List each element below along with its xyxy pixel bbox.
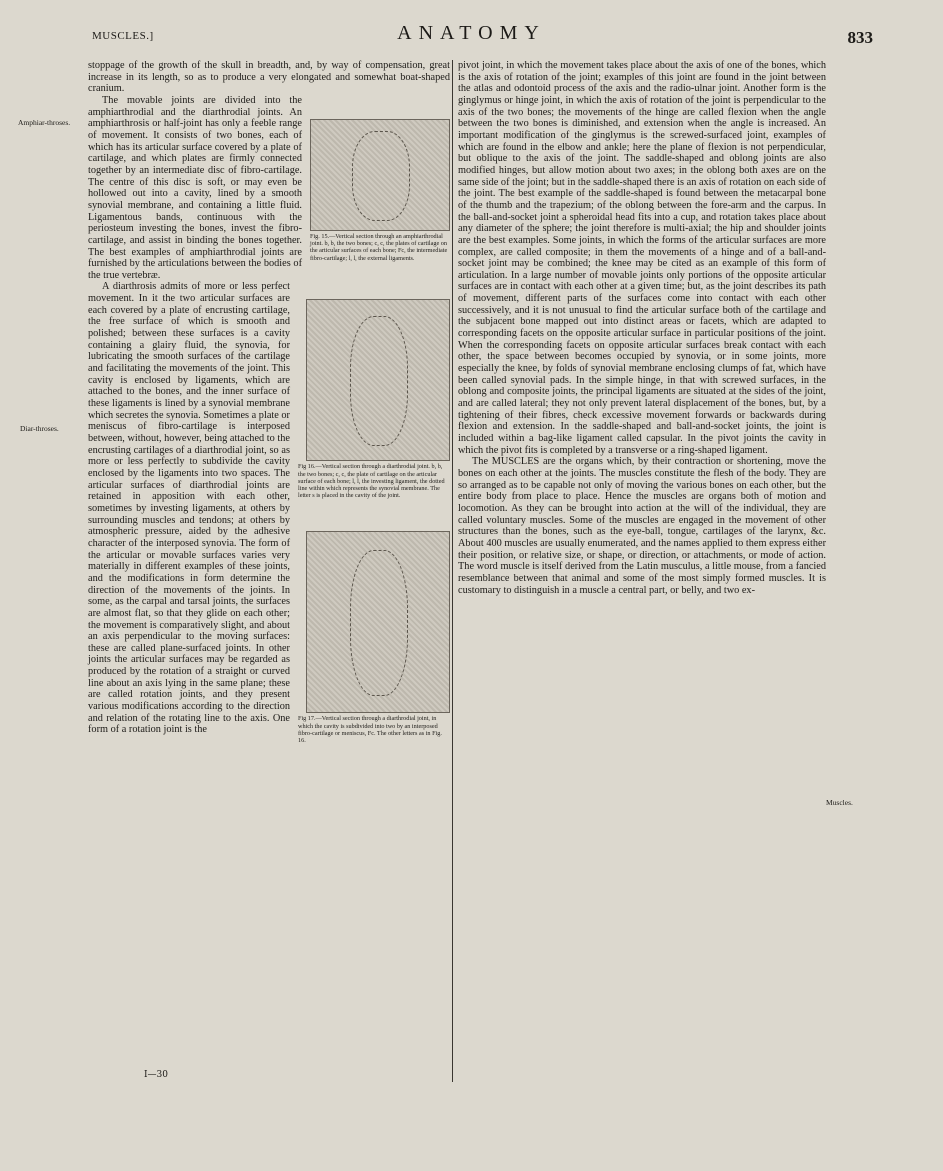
figure-16-illustration — [306, 299, 450, 461]
column-rule — [452, 60, 453, 1082]
running-head-title: ANATOMY — [397, 22, 546, 44]
paragraph: A diarthrosis admits of more or less perfect movement. In it the two articular surfaces are each covered by a plate of encrusting cartilage, the free surface of which is smooth and polished; between these surfaces is a cavity containing a glairy fluid, the synovia, for lubricating the smooth surfaces of the cartilage and facilitating the movements of the joint. This cavity is enclosed by ligaments, which are attached to the bones, and the inner surface of these ligaments is lined by a synovial membrane which secretes the synovia. Sometimes a plate or meniscus of fibro-cartilage is interposed between, without, however, being attached to the encrusting cartilages of a diarthrodial joint, so as more or less perfectly to subdivide the cavity enclosed by the ligaments into two spaces. The articular surfaces of diarthrodial joints are retained in apposition with each other, sometimes by investing ligaments, at others by surrounding muscles and tendons; at others by atmospheric pressure, aided by the adhesive character of the interposed synovia. The form of the articular or movable surfaces varies very materially in different examples of these joints, and the modifications in form determine the direction of the movements of the joints. In some, as the carpal and tarsal joints, the surfaces are almost flat, so that they glide on each other; the movement is comparatively slight, and about an axis perpendicular to the moving surfaces: these are called plane-surfaced joints. In other joints the articular surfaces may be regarded as produced by the rotation of a straight or curved line about an axis lying in the same plane; these are called rotation joints, and they present various modifications according to the direction and relation of the rotating line to the axis. One form of a rotation joint is the — [88, 281, 290, 736]
figure-15-illustration — [310, 119, 450, 231]
figure-16 — [298, 299, 450, 499]
paragraph: The MUSCLES are the organs which, by their contraction or shortening, move the bones on each other at the joints. The muscles constitute the flesh of the body. They are so arranged as to be capable not only of moving the various bones on each other, but the entire body from place to place. Hence the muscles are organs both of motion and locomotion. As they can be brought into action at the will of the individual, they are called voluntary muscles. Some of the muscles are engaged in the movement of other structures than the bones, such as the eye-ball, tongue, cartilages of the larynx, &c. About 400 muscles are usually enumerated, and the names applied to them express either their position, or relative size, or shape, or direction, or attachments, or mode of action. The word muscle is itself derived from the Latin musculus, a little mouse, from a fancied resemblance between that animal and some of the most simply formed muscles. It is customary to distinguish in a muscle a central part, or belly, and two ex- — [458, 456, 826, 596]
figure-15-caption: Fig. 15.—Vertical section through an amphiarthrodial joint. b, b, the two bones; c, c, the plates of cartilage on the articular surfaces of each bone; Fc, the intermediate fibro-cartilage; l, l, the external ligaments. — [310, 232, 448, 262]
signature-mark: I—30 — [144, 1070, 169, 1080]
running-head-section: MUSCLES.] — [92, 30, 154, 42]
right-column — [458, 60, 826, 596]
sidenote-muscles: Muscles. — [826, 798, 853, 807]
figure-17 — [298, 531, 450, 744]
sidenote-diarthroses: Diar-throses. — [20, 424, 59, 433]
paragraph: The movable joints are divided into the amphiarthrodial and the diarthrodial joints. An amphiarthrosis or half-joint has only a feeble range of movement. It consists of two bones, each of which has its articular surface covered by a plate of cartilage, and which plates are firmly connected together by an intermediate disc of fibro-cartilage. The centre of this disc is soft, or may even be hollowed out into a cavity, lined by a smooth synovial membrane, and containing a little fluid. Ligamentous bands, continuous with the periosteum investing the bones, invest the fibro-cartilage, and assist in binding the bones together. The best examples of amphiarthrodial joints are furnished by the articulations between the bodies of the true vertebræ. — [88, 94, 302, 281]
figure-17-caption: Fig 17.—Vertical section through a diarthrodial joint, in which the cavity is subdivided into two by an interposed fibro-cartilage or meniscus, Fc. The other letters as in Fig. 16. — [298, 715, 442, 745]
sidenote-amphiarthroses: Amphiar-throses. — [18, 118, 71, 127]
figure-17-illustration — [306, 531, 450, 713]
left-column — [88, 60, 450, 746]
figure-16-caption: Fig 16.—Vertical section through a diarthrodial joint. b, b, the two bones; c, c, the plate of cartilage on the articular surface of each bone; l, l, the investing ligament, the dotted line within which represents the synovial membrane. The letter s is placed in the cavity of the joint. — [298, 463, 445, 500]
paragraph: pivot joint, in which the movement takes place about the axis of one of the bones, which is the axis of rotation of the joint; examples of this joint are found in the joint between the atlas and odontoid process of the axis and the radio-ulnar joint. Another form is the ginglymus or hinge joint, in which the axis of rotation of the joint is perpendicular to the axis of the two bones; the movements of the hinge are called flexion when the angle between the two bones is diminished, and extension when the angle is increased. An important modification of the ginglymus is the screwed-surfaced joint, examples of which are found in the elbow and ankle; here the plane of flexion is not perpendicular, but oblique to the axis of the joint. The saddle-shaped and oblong joints are also modified hinges, but allow motion about two axes; in the oblong both axes are on the same side of the joint; but in the saddle-shaped there is an axis of rotation on each side of the joint. The best example of the saddle-shaped is found between the metacarpal bone of the thumb and the trapezium; of the oblong between the fore-arm and the carpus. In the ball-and-socket joint a spheroidal head fits into a cup, and rotation takes place about any diameter of the sphere; the joint therefore is multi-axial; the hip and shoulder joints are the best examples. Some joints, in which the forms of the articular surfaces are more complex, are called composite; in them the movements of a hinge and of a ball-and-socket joint may be combined; the knee may be cited as an example of this form of articulation. In a large number of movable joints only portions of the opposite articular surfaces are in contact with each other at a given time; but, as the joint describes its path of movement, different parts of the surfaces come into contact with each other successively, and it is not unusual to find the articular surface both of the cartilage and the subjacent bone mapped out into distinct areas or facets, which are adapted to corresponding facets on the opposite articular surface in particular positions of the joint. When the corresponding facets on opposite articular surfaces break contact with each other, the space between becomes occupied by synovia, or in some joints, more especially the knee, by folds of synovial membrane enclosing clumps of fat, which have been called synovial pads. In the simple hinge, in that with screwed surfaces, in the oblong and composite joints, the principal ligaments are situated at the sides of the joint, and are called lateral; they not only prevent lateral displacement of the bones, but, by a tightening of their fibres, check excessive movement forwards or backwards during flexion and extension. In the saddle-shaped and ball-and-socket joints, the joint is included within a bag-like ligament called capsular. In the pivot joints the cavity in which the pivot fits is completed by a transverse or a ring-shaped ligament. — [458, 60, 826, 456]
figure-15 — [310, 119, 450, 262]
paragraph: stoppage of the growth of the skull in breadth, and, by way of compensation, great increase in its length, so as to produce a very elongated and somewhat boat-shaped cranium. — [88, 60, 450, 95]
page-number: 833 — [847, 28, 873, 47]
